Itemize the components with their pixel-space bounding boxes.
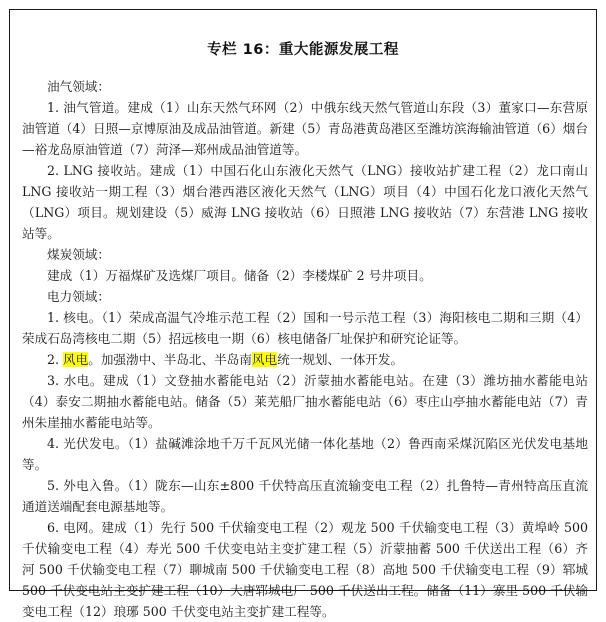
paragraph-wind bbox=[22, 349, 588, 370]
paragraph-wind-middle: 。加强渤中、半岛北、半岛南 bbox=[88, 352, 252, 367]
paragraph-nuclear: 1. 核电。（1）荣成高温气冷堆示范工程（2）国和一号示范工程（3）海阳核电二期和三期（4）荣成石岛湾核电二期（5）招远核电一期（6）核电储备厂址保护和研究论证等。 bbox=[22, 310, 588, 346]
paragraph-external-power: 5. 外电入鲁。（1）陇东—山东±800 千伏特高压直流输变电工程（2）扎鲁特—青州特高压直流通道送端配套电源基地等。 bbox=[22, 478, 588, 514]
content-body bbox=[22, 76, 588, 622]
paragraph-grid: 6. 电网。建成（1）先行 500 千伏输变电工程（2）观龙 500 千伏输变电工程（3）黄埠岭 500 千伏输变电工程（4）寿光 500 千伏变电站主变扩建工程（5）沂蒙抽蓄 500 千伏送出工程（6）齐河 500 千伏输变电工程（7）聊城南 500 千伏输变电工程（8）高地 500 千伏输变电工程（9）郓城 500 千伏变电站主变扩建工程（10）大唐郓城电厂 500 千伏送出工程。储备（11）寨里 500 千伏输变电工程（12）琅琊 500 千伏变电站主变扩建工程等。 bbox=[22, 520, 588, 619]
paragraph-hydro: 3. 水电。建成（1）文登抽水蓄能电站（2）沂蒙抽水蓄能电站。在建（3）潍坊抽水蓄能电站（4）泰安二期抽水蓄能电站。储备（5）莱芜船厂抽水蓄能电站（6）枣庄山亭抽水蓄能电站（7）青州朱崖抽水蓄能电站等。 bbox=[22, 373, 588, 430]
highlight-wind-1: 风电 bbox=[63, 352, 89, 367]
paragraph-wind-number: 2. bbox=[47, 352, 64, 367]
section-heading-power: 电力领域： bbox=[47, 289, 110, 304]
paragraph-wind-end: 统一规划、一体开发。 bbox=[277, 352, 404, 367]
paragraph-coal: 建成（1）万福煤矿及选煤厂项目。储备（2）李楼煤矿 2 号井项目。 bbox=[47, 268, 432, 283]
page-title: 专栏 16：重大能源发展工程 bbox=[207, 42, 399, 58]
highlight-wind-2: 风电 bbox=[251, 352, 278, 367]
section-heading-oil-gas: 油气领域： bbox=[47, 79, 110, 94]
paragraph-oil-pipelines: 1. 油气管道。建成（1）山东天然气环网（2）中俄东线天然气管道山东段（3）董家口—东营原油管道（4）日照—京博原油及成品油管道。新建（5）青岛港黄岛港区至潍坊滨海输油管道（6）烟台—裕龙岛原油管道（7）菏泽—郑州成品油管道等。 bbox=[22, 100, 588, 157]
paragraph-solar: 4. 光伏发电。（1）盐碱滩涂地千万千瓦风光储一体化基地（2）鲁西南采煤沉陷区光伏发电基地等。 bbox=[22, 436, 588, 472]
section-heading-coal: 煤炭领域： bbox=[47, 247, 110, 262]
feature-box bbox=[9, 9, 597, 619]
paragraph-lng-terminals: 2. LNG 接收站。建成（1）中国石化山东液化天然气（LNG）接收站扩建工程（2）龙口南山 LNG 接收站一期工程（3）烟台港西港区液化天然气（LNG）项目（4）中国石化龙口液化天然气（LNG）项目。规划建设（5）威海 LNG 接收站（6）日照港 LNG 接收站（7）东营港 LNG 接收站等。 bbox=[22, 163, 588, 241]
